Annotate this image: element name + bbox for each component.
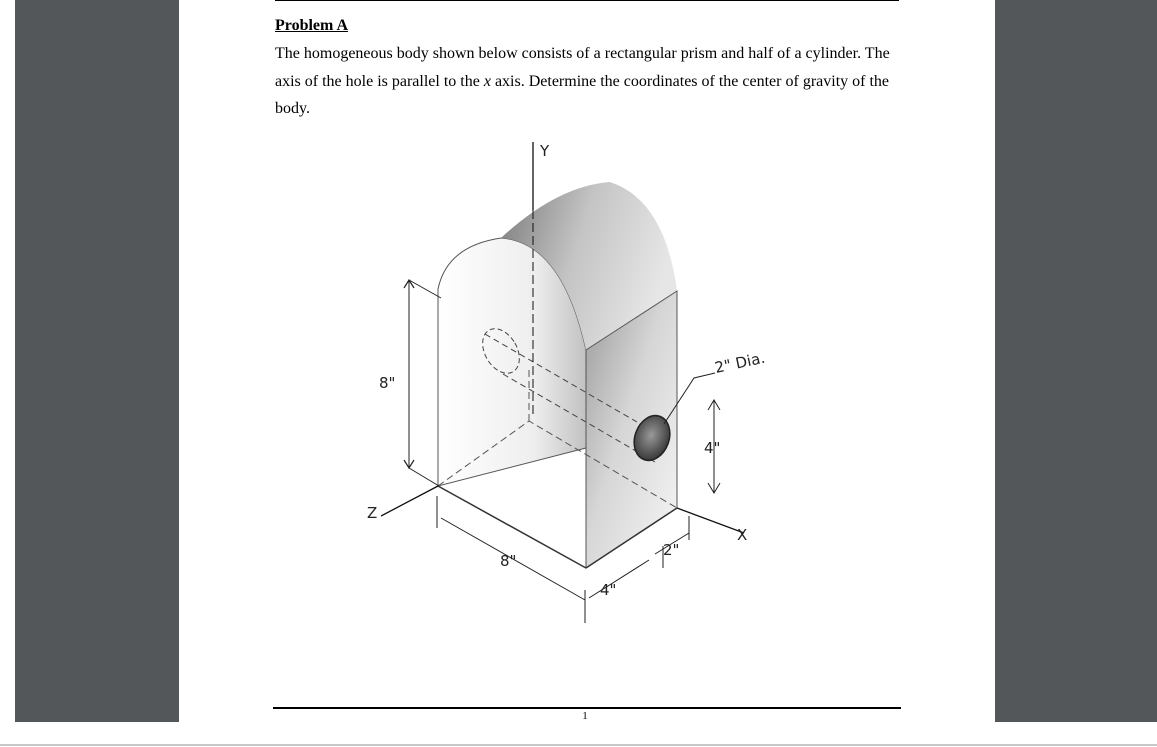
viewer-bottom-border <box>0 744 1157 746</box>
axis-letter: x <box>483 72 491 90</box>
problem-text-part-1: The homogeneous body shown below consists of a rectangular prism and half of a cylinder. The axis of the hole is parallel to the <box>275 45 890 90</box>
isometric-figure <box>359 128 809 640</box>
problem-heading: Problem A <box>275 17 349 34</box>
width-dimension-2: 2" <box>663 541 680 559</box>
viewer-background-right <box>995 0 1157 722</box>
document-page <box>179 0 995 722</box>
page-top-rule <box>275 0 899 1</box>
page-number: 1 <box>582 710 588 722</box>
depth-dimension: 8" <box>500 552 517 570</box>
width-dimension-4: 4" <box>600 581 617 599</box>
height-dimension: 8" <box>379 374 396 392</box>
y-axis-label: Y <box>540 142 550 160</box>
problem-text-part-2: axis. Determine the coordinates of the center of gravity of the body. <box>275 72 890 117</box>
hole-diameter-dimension: 2" Dia. <box>713 348 767 377</box>
problem-statement <box>275 40 901 123</box>
x-axis-label: X <box>737 526 748 544</box>
z-axis-label: Z <box>367 504 378 522</box>
viewer-background-left <box>15 0 179 722</box>
page-footer-rule <box>273 707 901 709</box>
hole-height-dimension: 4" <box>704 439 721 457</box>
